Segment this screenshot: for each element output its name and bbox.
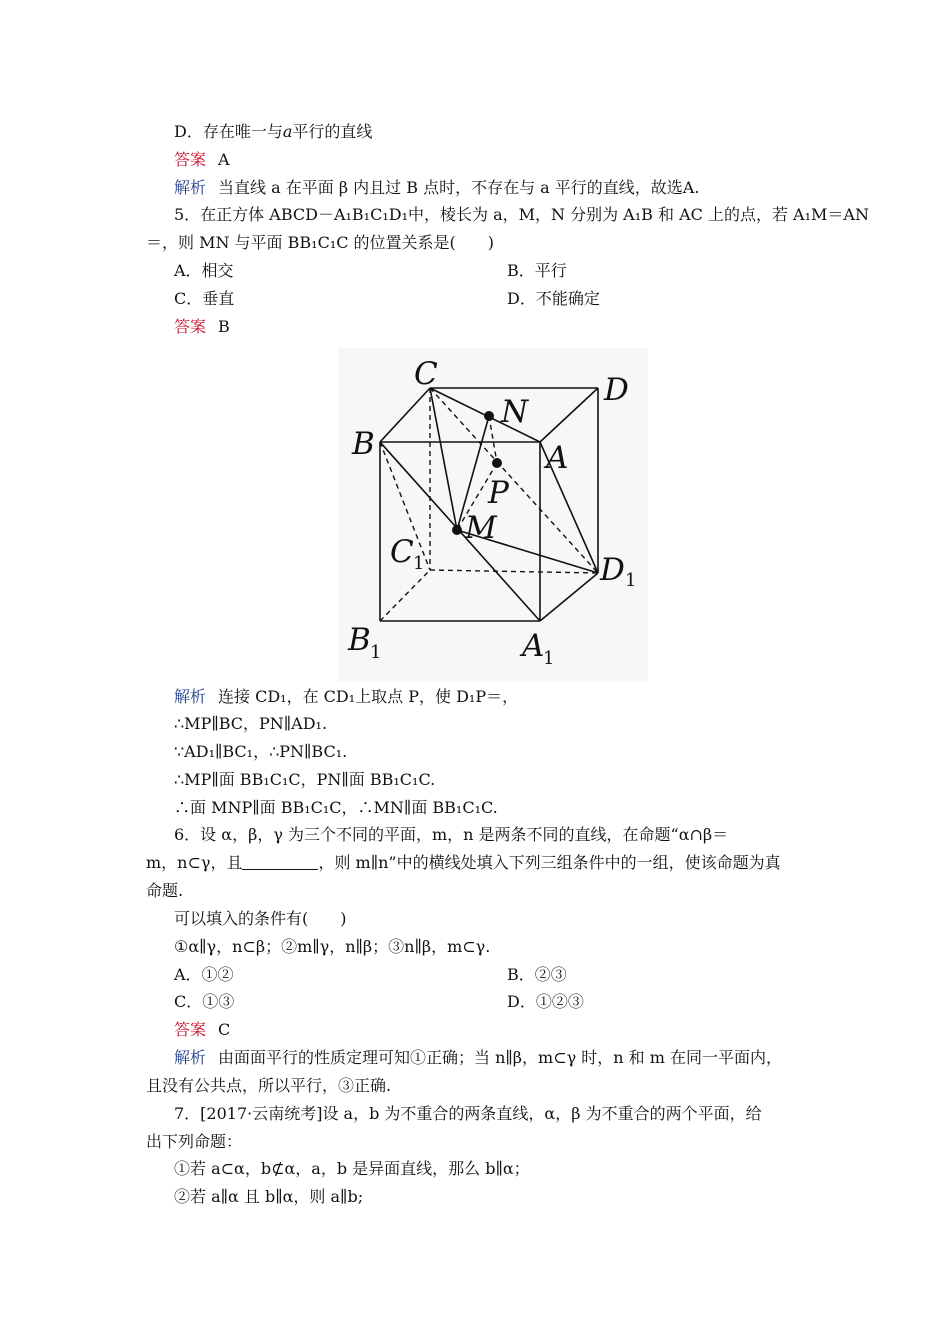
label-B: B xyxy=(352,426,375,462)
label-B1-sub: 1 xyxy=(370,642,382,663)
analysis-label: 解析 xyxy=(174,687,207,706)
q6-analysis-line1: 解析 由面面平行的性质定理可知①正确；当 n∥β，m⊂γ 时，n 和 m 在同一平面内， xyxy=(174,1048,783,1067)
point-M xyxy=(452,525,462,535)
q6-option-b: B．②③ xyxy=(507,965,567,984)
analysis-text: 当直线 a 在平面 β 内且过 B 点时，不存在与 a 平行的直线，故选A. xyxy=(218,178,700,197)
q7-stem-line2: 出下列命题： xyxy=(146,1132,243,1151)
label-A1-sub: 1 xyxy=(543,648,555,669)
label-D: D xyxy=(604,372,629,408)
q5-stem-line2: ＝，则 MN 与平面 BB₁C₁C 的位置关系是( ) xyxy=(146,233,495,252)
label-C: C xyxy=(414,356,438,392)
cube-diagram xyxy=(338,348,648,682)
label-A: A xyxy=(546,440,569,476)
label-P: P xyxy=(488,475,509,511)
analysis-label: 解析 xyxy=(174,178,207,197)
q6-stem-line3: 命题. xyxy=(146,881,184,900)
label-D1: D xyxy=(600,552,625,588)
q4-answer xyxy=(174,149,230,171)
q7-item-2: ②若 a∥α 且 b∥α，则 a∥b; xyxy=(174,1187,364,1206)
q7-stem-line1: 7．[2017·云南统考]设 a，b 为不重合的两条直线，α，β 为不重合的两个平面，给 xyxy=(174,1104,762,1123)
q6-sub-question: 可以填入的条件有( ) xyxy=(174,909,347,928)
label-A1: A xyxy=(522,628,545,664)
label-M: M xyxy=(465,510,497,546)
q6-option-a: A．①② xyxy=(174,965,234,984)
cube-figure xyxy=(338,348,648,682)
fill-in-blank xyxy=(242,855,318,870)
q6-stem-line2: m，n⊂γ，且 ，则 m∥n”中的横线处填入下列三组条件中的一组，使该命题为真 xyxy=(146,853,781,872)
q5-analysis-line5: ∴面 MNP∥面 BB₁C₁C，∴MN∥面 BB₁C₁C. xyxy=(174,798,498,817)
answer-value: B xyxy=(218,317,230,336)
q5-analysis-line3: ∵AD₁∥BC₁，∴PN∥BC₁. xyxy=(174,742,348,761)
q6-conditions: ①α∥γ，n⊂β；②m∥γ，n∥β；③n∥β，m⊂γ. xyxy=(174,937,491,956)
answer-label: 答案 xyxy=(174,1020,207,1039)
q5-analysis-line2: ∴MP∥BC，PN∥AD₁. xyxy=(174,714,328,733)
answer-value: C xyxy=(218,1020,231,1039)
label-C1-sub: 1 xyxy=(413,553,425,574)
q4-analysis xyxy=(174,177,699,199)
q5-answer xyxy=(174,316,230,338)
q5-option-a: A．相交 xyxy=(174,261,234,280)
q7-item-1: ①若 a⊂α，b⊄α，a，b 是异面直线，那么 b∥α； xyxy=(174,1159,530,1178)
label-B1: B xyxy=(348,622,371,658)
answer-label: 答案 xyxy=(174,150,207,169)
q6-stem-line1: 6．设 α，β，γ 为三个不同的平面，m，n 是两条不同的直线，在命题“α∩β＝ xyxy=(174,825,729,844)
q6-analysis-line2: 且没有公共点，所以平行，③正确. xyxy=(146,1076,392,1095)
point-P xyxy=(492,458,502,468)
label-C1: C xyxy=(390,534,414,570)
q5-option-d: D．不能确定 xyxy=(507,289,600,308)
q5-stem-line1: 5．在正方体 ABCD－A₁B₁C₁D₁中，棱长为 a，M，N 分别为 A₁B 和 AC 上的点，若 A₁M＝AN xyxy=(174,205,869,224)
q6-option-c: C．①③ xyxy=(174,992,235,1011)
q5-analysis-line4: ∴MP∥面 BB₁C₁C，PN∥面 BB₁C₁C. xyxy=(174,770,436,789)
q5-option-c: C．垂直 xyxy=(174,289,235,308)
answer-value: A xyxy=(218,150,230,169)
q4-option-d: D．存在唯一与a平行的直线 xyxy=(174,122,373,141)
q6-answer xyxy=(174,1019,230,1041)
analysis-label: 解析 xyxy=(174,1048,207,1067)
answer-label: 答案 xyxy=(174,317,207,336)
point-N xyxy=(484,411,494,421)
q5-analysis-line1: 解析 连接 CD₁，在 CD₁上取点 P，使 D₁P＝， xyxy=(174,687,519,706)
label-D1-sub: 1 xyxy=(625,570,637,591)
label-N: N xyxy=(501,394,529,430)
q5-option-b: B．平行 xyxy=(507,261,567,280)
q6-option-d: D．①②③ xyxy=(507,992,584,1011)
